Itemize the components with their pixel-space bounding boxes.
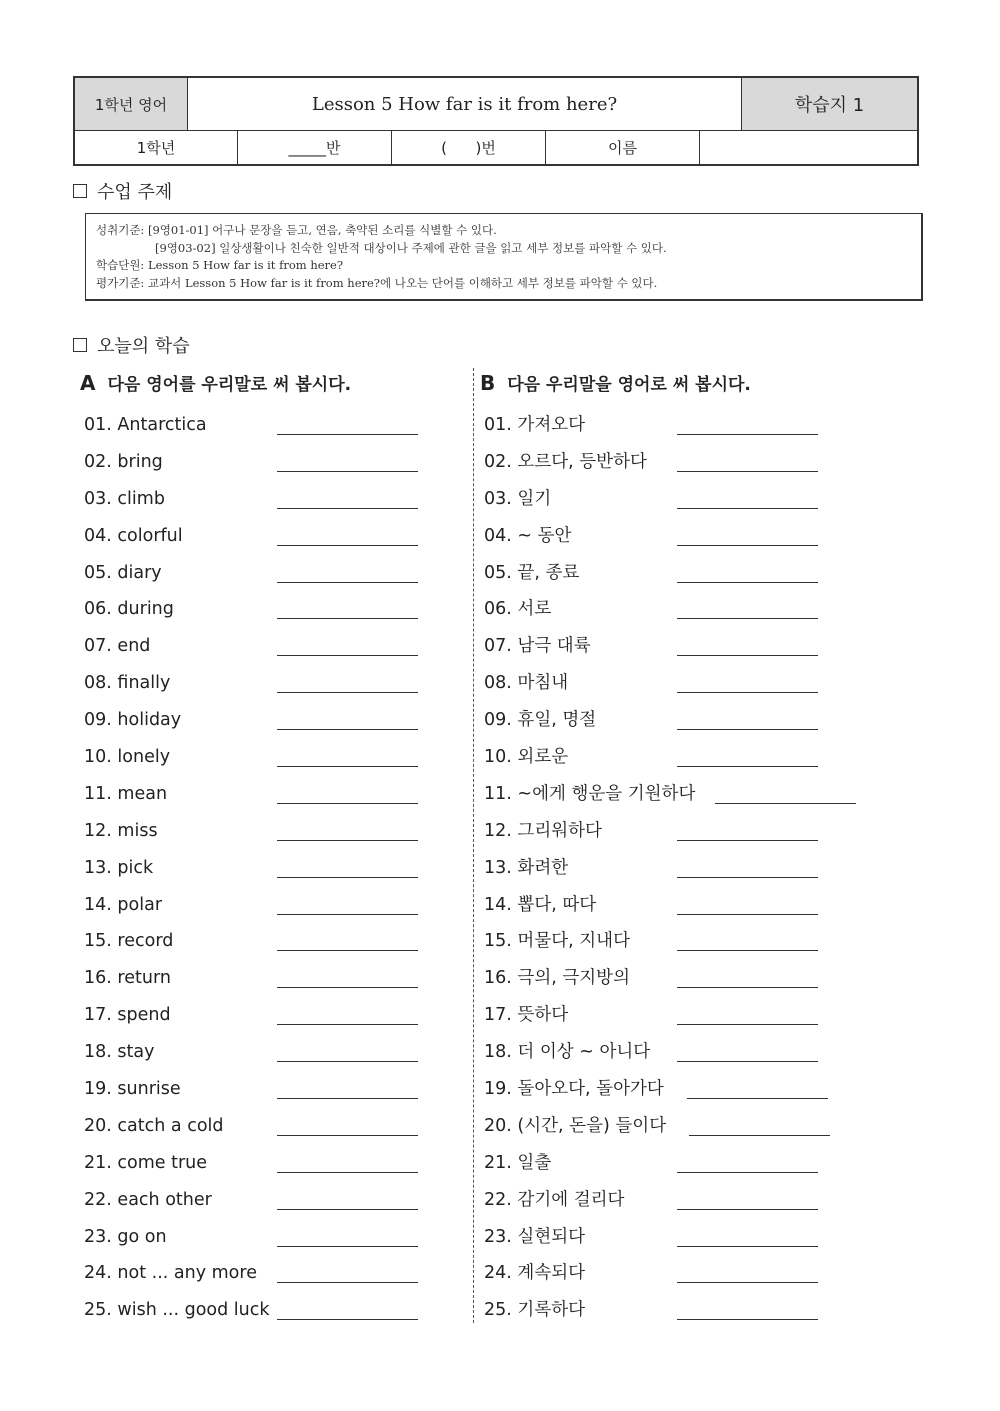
part-b-letter: B — [480, 370, 496, 395]
learning-objectives-box — [85, 213, 923, 301]
part-b-instruction: 다음 우리말을 영어로 써 봅시다. — [507, 375, 751, 395]
answer-blank[interactable] — [677, 950, 818, 951]
item-number: 25. — [484, 1300, 512, 1321]
vocab-item — [484, 1255, 904, 1292]
grade-subject-cell: 1학년 영어 — [75, 78, 188, 130]
item-word: colorful — [117, 525, 183, 546]
item-number: 03. — [84, 488, 112, 509]
item-number: 15. — [84, 931, 112, 952]
vocab-item — [484, 407, 904, 444]
item-number: 07. — [84, 636, 112, 657]
item-word: lonely — [117, 747, 171, 768]
item-number: 03. — [484, 488, 512, 509]
item-word: 돌아오다, 돌아가다 — [517, 1079, 664, 1100]
answer-blank[interactable] — [677, 545, 818, 546]
student-number-field[interactable]: ( )번 — [392, 131, 546, 164]
vocab-item — [484, 923, 904, 960]
answer-blank[interactable] — [277, 1319, 418, 1320]
vocab-item — [84, 628, 474, 665]
vocab-item — [484, 1145, 904, 1182]
header-row-title — [75, 78, 917, 131]
item-number: 05. — [84, 562, 112, 583]
item-number: 25. — [84, 1300, 112, 1321]
vocab-item — [84, 1292, 474, 1329]
answer-blank[interactable] — [677, 1209, 818, 1210]
class-field[interactable]: _____반 — [238, 131, 392, 164]
vocab-item — [484, 776, 904, 813]
vocab-item — [84, 481, 474, 518]
vocab-item — [84, 923, 474, 960]
item-number: 18. — [484, 1042, 512, 1063]
answer-blank[interactable] — [715, 803, 856, 804]
answer-blank[interactable] — [277, 508, 418, 509]
vocab-item — [484, 997, 904, 1034]
answer-blank[interactable] — [677, 471, 818, 472]
vocab-item — [84, 960, 474, 997]
vocab-item — [484, 555, 904, 592]
lesson-title: Lesson 5 How far is it from here? — [188, 78, 742, 130]
vocab-item — [484, 1034, 904, 1071]
answer-blank[interactable] — [677, 1172, 818, 1173]
item-number: 22. — [84, 1189, 112, 1210]
today-section-heading — [73, 332, 190, 358]
name-field[interactable] — [700, 131, 917, 164]
answer-blank[interactable] — [677, 434, 818, 435]
topic-heading-text: 수업 주제 — [97, 182, 173, 203]
item-number: 16. — [484, 968, 512, 989]
item-word: miss — [117, 820, 158, 841]
answer-blank[interactable] — [677, 840, 818, 841]
answer-blank[interactable] — [277, 950, 418, 951]
part-b-heading — [480, 370, 751, 395]
item-word: 가져오다 — [517, 415, 586, 435]
answer-blank[interactable] — [277, 545, 418, 546]
item-word: mean — [117, 783, 168, 804]
objective-line-1: 성취기준: [9영01-01] 어구나 문장을 듣고, 연음, 축약된 소리를 식별할 수 있다. — [96, 223, 497, 237]
vocab-item — [484, 1182, 904, 1219]
vocab-item — [484, 628, 904, 665]
item-word: 계속되다 — [517, 1263, 586, 1284]
answer-blank[interactable] — [689, 1135, 830, 1136]
item-number: 06. — [484, 599, 512, 620]
objective-line-4: 평가기준: 교과서 Lesson 5 How far is it from here?에 나오는 단어를 이해하고 세부 정보를 파악할 수 있다. — [96, 275, 658, 290]
item-word: 머물다, 지내다 — [517, 931, 630, 952]
item-number: 19. — [484, 1079, 512, 1100]
vocab-item — [84, 997, 474, 1034]
answer-blank[interactable] — [677, 1024, 818, 1025]
item-word: ~ 동안 — [517, 525, 572, 546]
vocab-item — [484, 960, 904, 997]
answer-blank[interactable] — [277, 582, 418, 583]
item-word: catch a cold — [117, 1115, 224, 1136]
vocab-item — [84, 887, 474, 924]
item-number: 01. — [484, 415, 512, 435]
vocab-item — [484, 813, 904, 850]
answer-blank[interactable] — [677, 914, 818, 915]
answer-blank[interactable] — [677, 766, 818, 767]
checkbox-square-icon — [73, 184, 87, 198]
vocab-item — [484, 702, 904, 739]
item-word: bring — [117, 451, 163, 472]
answer-blank[interactable] — [277, 1061, 418, 1062]
part-a-instruction: 다음 영어를 우리말로 써 봅시다. — [107, 375, 352, 395]
vocab-item — [484, 591, 904, 628]
answer-blank[interactable] — [277, 655, 418, 656]
vocab-item — [84, 591, 474, 628]
item-word: (시간, 돈을) 들이다 — [517, 1115, 667, 1136]
item-number: 23. — [84, 1226, 112, 1247]
item-word: 실현되다 — [517, 1226, 586, 1247]
vocab-item — [484, 1071, 904, 1108]
item-number: 11. — [484, 783, 512, 804]
item-number: 04. — [84, 525, 112, 546]
item-number: 21. — [84, 1152, 112, 1173]
item-number: 02. — [484, 451, 512, 472]
part-a-letter: A — [80, 370, 96, 395]
item-word: climb — [117, 488, 165, 509]
vocab-item — [84, 407, 474, 444]
item-number: 17. — [84, 1005, 112, 1026]
item-word: 끝, 종료 — [517, 562, 580, 583]
item-number: 22. — [484, 1189, 512, 1210]
item-word: end — [117, 636, 151, 657]
item-word: come true — [117, 1152, 208, 1173]
vocab-item — [484, 1219, 904, 1256]
item-word: wish ... good luck — [117, 1300, 270, 1321]
answer-blank[interactable] — [677, 1319, 818, 1320]
answer-blank[interactable] — [677, 1246, 818, 1247]
answer-blank[interactable] — [277, 692, 418, 693]
answer-blank[interactable] — [277, 1098, 418, 1099]
vocab-item — [84, 739, 474, 776]
item-word: during — [117, 599, 174, 620]
item-word: stay — [117, 1042, 155, 1063]
vocab-item — [84, 1182, 474, 1219]
item-word: 극의, 극지방의 — [517, 968, 630, 989]
item-number: 14. — [484, 894, 512, 915]
answer-blank[interactable] — [277, 914, 418, 915]
vocab-item — [84, 776, 474, 813]
item-number: 23. — [484, 1226, 512, 1247]
item-number: 20. — [484, 1115, 512, 1136]
answer-blank[interactable] — [277, 766, 418, 767]
vocab-item — [84, 444, 474, 481]
item-word: 서로 — [517, 599, 552, 620]
item-word: 그리워하다 — [517, 820, 602, 841]
item-number: 09. — [84, 710, 112, 731]
header-row-student-info — [75, 131, 917, 164]
part-b-word-list — [484, 407, 904, 1329]
answer-blank[interactable] — [277, 1209, 418, 1210]
answer-blank[interactable] — [677, 1061, 818, 1062]
item-number: 10. — [84, 747, 112, 768]
item-number: 12. — [84, 820, 112, 841]
item-number: 08. — [84, 673, 112, 694]
answer-blank[interactable] — [677, 508, 818, 509]
answer-blank[interactable] — [277, 803, 418, 804]
name-label: 이름 — [546, 131, 700, 164]
part-a-heading — [80, 370, 351, 395]
topic-section-heading — [73, 178, 172, 204]
answer-blank[interactable] — [277, 1282, 418, 1283]
answer-blank[interactable] — [677, 582, 818, 583]
item-number: 13. — [484, 857, 512, 878]
vocab-item — [84, 555, 474, 592]
item-word: finally — [117, 673, 171, 694]
item-number: 18. — [84, 1042, 112, 1063]
item-number: 07. — [484, 636, 512, 657]
item-word: 남극 대륙 — [517, 636, 591, 657]
vocab-item — [84, 702, 474, 739]
worksheet-number: 학습지 1 — [742, 78, 917, 130]
vocab-item — [84, 1145, 474, 1182]
vocab-item — [84, 813, 474, 850]
item-word: 더 이상 ~ 아니다 — [517, 1042, 651, 1063]
objective-line-3: 학습단원: Lesson 5 How far is it from here? — [96, 258, 343, 272]
item-word: holiday — [117, 710, 182, 731]
item-number: 05. — [484, 562, 512, 583]
item-word: pick — [117, 857, 154, 878]
answer-blank[interactable] — [677, 1282, 818, 1283]
answer-blank[interactable] — [687, 1098, 828, 1099]
item-word: 뽑다, 따다 — [517, 894, 597, 915]
vocab-item — [484, 1292, 904, 1329]
item-word: not ... any more — [117, 1263, 257, 1284]
vocab-item — [484, 1108, 904, 1145]
item-word: 오르다, 등반하다 — [517, 451, 647, 472]
answer-blank[interactable] — [677, 618, 818, 619]
item-word: 뜻하다 — [517, 1005, 569, 1026]
vocab-item — [484, 850, 904, 887]
item-number: 11. — [84, 783, 112, 804]
item-word: spend — [117, 1005, 171, 1026]
item-word: each other — [117, 1189, 212, 1210]
item-word: record — [117, 931, 174, 952]
part-a-word-list — [84, 407, 474, 1329]
item-number: 04. — [484, 525, 512, 546]
vocab-item — [84, 1071, 474, 1108]
item-number: 08. — [484, 673, 512, 694]
answer-blank[interactable] — [277, 1135, 418, 1136]
vocab-item — [84, 1255, 474, 1292]
item-word: 화려한 — [517, 857, 569, 878]
item-number: 02. — [84, 451, 112, 472]
item-word: Antarctica — [117, 415, 207, 435]
item-word: polar — [117, 894, 163, 915]
vocab-item — [484, 739, 904, 776]
item-number: 16. — [84, 968, 112, 989]
answer-blank[interactable] — [677, 987, 818, 988]
item-word: ~에게 행운을 기원하다 — [517, 783, 696, 804]
vocab-item — [84, 1034, 474, 1071]
answer-blank[interactable] — [677, 692, 818, 693]
answer-blank[interactable] — [277, 840, 418, 841]
vocab-item — [484, 481, 904, 518]
item-number: 24. — [484, 1263, 512, 1284]
item-word: 마침내 — [517, 673, 569, 694]
item-number: 13. — [84, 857, 112, 878]
item-word: 외로운 — [517, 747, 569, 768]
vocab-item — [484, 518, 904, 555]
item-number: 21. — [484, 1152, 512, 1173]
item-word: 감기에 걸리다 — [517, 1189, 625, 1210]
item-number: 06. — [84, 599, 112, 620]
answer-blank[interactable] — [277, 1172, 418, 1173]
answer-blank[interactable] — [677, 729, 818, 730]
worksheet-header-table — [73, 76, 919, 166]
answer-blank[interactable] — [277, 471, 418, 472]
vocab-item — [484, 887, 904, 924]
vocab-item — [484, 665, 904, 702]
vocab-item — [484, 444, 904, 481]
item-word: return — [117, 968, 171, 989]
vocab-item — [84, 1219, 474, 1256]
item-word: diary — [117, 562, 162, 583]
answer-blank[interactable] — [277, 1024, 418, 1025]
answer-blank[interactable] — [277, 434, 418, 435]
answer-blank[interactable] — [277, 729, 418, 730]
item-word: sunrise — [117, 1079, 181, 1100]
vocab-item — [84, 518, 474, 555]
checkbox-square-icon — [73, 338, 87, 352]
item-word: 휴일, 명절 — [517, 710, 597, 731]
item-word: 일기 — [517, 488, 552, 509]
item-number: 24. — [84, 1263, 112, 1284]
item-word: 기록하다 — [517, 1300, 586, 1321]
answer-blank[interactable] — [277, 618, 418, 619]
item-number: 17. — [484, 1005, 512, 1026]
item-word: 일출 — [517, 1152, 552, 1173]
vocab-item — [84, 1108, 474, 1145]
item-number: 19. — [84, 1079, 112, 1100]
item-number: 20. — [84, 1115, 112, 1136]
item-number: 12. — [484, 820, 512, 841]
item-word: go on — [117, 1226, 167, 1247]
answer-blank[interactable] — [277, 877, 418, 878]
today-heading-text: 오늘의 학습 — [97, 336, 190, 357]
item-number: 01. — [84, 415, 112, 435]
answer-blank[interactable] — [277, 987, 418, 988]
answer-blank[interactable] — [277, 1246, 418, 1247]
vocab-item — [84, 850, 474, 887]
item-number: 10. — [484, 747, 512, 768]
item-number: 15. — [484, 931, 512, 952]
vocab-item — [84, 665, 474, 702]
item-number: 09. — [484, 710, 512, 731]
item-number: 14. — [84, 894, 112, 915]
objective-line-2: [9영03-02] 일상생활이나 친숙한 일반적 대상이나 주제에 관한 글을 읽고 세부 정보를 파악할 수 있다. — [155, 240, 667, 255]
grade-cell: 1학년 — [75, 131, 238, 164]
answer-blank[interactable] — [677, 877, 818, 878]
answer-blank[interactable] — [677, 655, 818, 656]
